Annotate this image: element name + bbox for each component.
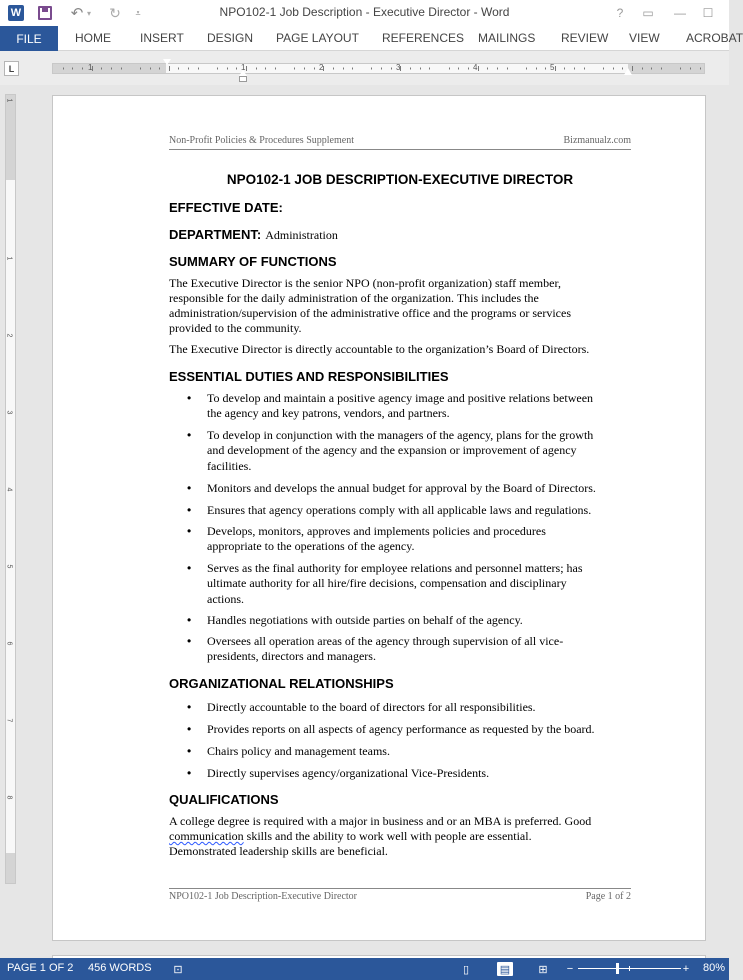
- ruler-number: 3: [5, 410, 13, 415]
- tab-design[interactable]: DESIGN: [207, 31, 254, 45]
- bullet-icon: •: [187, 613, 192, 627]
- tab-mailings[interactable]: MAILINGS: [478, 31, 536, 45]
- tab-selector[interactable]: L: [4, 61, 19, 76]
- horizontal-ruler[interactable]: [52, 63, 705, 74]
- ruler-number: 5: [5, 564, 13, 569]
- summary-heading: SUMMARY OF FUNCTIONS: [169, 254, 337, 269]
- duties-heading: ESSENTIAL DUTIES AND RESPONSIBILITIES: [169, 369, 449, 384]
- list-item: Directly accountable to the board of directors for all responsibilities.: [207, 700, 536, 714]
- text-line: Demonstrated leadership skills are beneficial.: [169, 844, 388, 858]
- ruler-number: 1: [5, 98, 13, 103]
- ribbon-display-options-icon[interactable]: ▭: [642, 6, 654, 20]
- bullet-icon: •: [187, 503, 192, 517]
- list-item: Chairs policy and management teams.: [207, 744, 390, 758]
- effective-date-label: EFFECTIVE DATE:: [169, 200, 283, 215]
- tab-references[interactable]: REFERENCES: [382, 31, 465, 45]
- bullet-icon: •: [187, 766, 192, 780]
- department-line: [169, 227, 338, 243]
- list-item: [207, 428, 631, 474]
- first-line-indent-marker[interactable]: [163, 59, 171, 65]
- ruler-number: 1: [5, 256, 13, 261]
- right-indent-marker[interactable]: [624, 68, 632, 75]
- ruler-top-margin: [6, 95, 15, 180]
- tab-view[interactable]: VIEW: [629, 31, 660, 45]
- maximize-icon[interactable]: ☐: [702, 6, 714, 20]
- ruler-number: 3: [396, 63, 401, 72]
- zoom-slider-thumb[interactable]: [616, 963, 619, 974]
- qualifications-paragraph: [169, 814, 631, 859]
- spelling-flagged-word[interactable]: communication: [169, 829, 244, 843]
- document-page[interactable]: [52, 95, 706, 941]
- bullet-icon: •: [187, 744, 192, 758]
- help-icon[interactable]: ?: [616, 6, 624, 20]
- undo-icon[interactable]: ↶: [70, 5, 84, 22]
- left-indent-marker[interactable]: [239, 76, 247, 82]
- page-footer: [169, 888, 631, 902]
- summary-paragraph-2: The Executive Director is directly accountable to the organization’s Board of Directors.: [169, 342, 590, 356]
- ruler-bottom-margin: [6, 853, 15, 883]
- ruler-number: 4: [473, 63, 478, 72]
- zoom-in-icon[interactable]: +: [682, 963, 690, 975]
- list-item: [207, 524, 631, 555]
- web-layout-icon[interactable]: ⊞: [538, 963, 548, 976]
- ruler-number: 2: [5, 333, 13, 338]
- title-bar: [0, 0, 729, 26]
- footer-left-text: NPO102-1 Job Description-Executive Director: [169, 891, 358, 902]
- page-count[interactable]: PAGE 1 OF 2: [7, 962, 74, 974]
- bullet-icon: •: [187, 391, 192, 405]
- text-line: provided to the community.: [169, 321, 302, 335]
- text-line: Oversees all operation areas of the agency through supervision of all vice-: [207, 634, 564, 648]
- tab-file[interactable]: FILE: [0, 26, 58, 51]
- ruler-number: 8: [5, 795, 13, 800]
- list-item: [207, 561, 631, 607]
- text-line: and development of the agency and the expansion or improvement of agency: [207, 443, 577, 458]
- text-line: presidents, directors and managers.: [207, 649, 376, 664]
- bullet-icon: •: [187, 561, 192, 575]
- bullet-icon: •: [187, 722, 192, 736]
- zoom-out-icon[interactable]: −: [566, 963, 574, 975]
- text-line: actions.: [207, 591, 244, 606]
- tab-review[interactable]: REVIEW: [561, 31, 609, 45]
- text-line: To develop and maintain a positive agency image and positive relations between: [207, 391, 594, 405]
- footer-page-number: Page 1 of 2: [585, 891, 631, 902]
- list-item: [207, 503, 631, 518]
- text-line: A college degree is required with a major in business and or an MBA is preferred. Good: [169, 814, 592, 828]
- customize-qat-icon[interactable]: ⩡: [135, 7, 141, 18]
- header-left-text: Non-Profit Policies & Procedures Supplement: [169, 135, 354, 146]
- tab-home[interactable]: HOME: [75, 31, 111, 45]
- window-title: NPO102-1 Job Description - Executive Director - Word: [219, 5, 510, 19]
- text-line: appropriate to the operations of the agency.: [207, 539, 415, 554]
- ruler-number: 1: [88, 63, 93, 72]
- tab-page-layout[interactable]: PAGE LAYOUT: [276, 31, 359, 45]
- proofing-icon[interactable]: ⊡: [173, 963, 183, 976]
- list-item: Provides reports on all aspects of agency performance as requested by the board.: [207, 722, 595, 736]
- ruler-number: 6: [5, 641, 13, 646]
- text-line: Handles negotiations with outside parties on behalf of the agency.: [207, 613, 523, 627]
- bullet-icon: •: [187, 634, 192, 648]
- qualifications-heading: QUALIFICATIONS: [169, 792, 279, 807]
- ruler-number: 2: [319, 63, 324, 72]
- list-item: [207, 634, 631, 665]
- vertical-ruler[interactable]: [5, 94, 16, 884]
- text-line: the agency and key patrons, vendors, and partners.: [207, 406, 450, 421]
- read-mode-icon[interactable]: ▯: [462, 963, 470, 976]
- bullet-icon: •: [187, 428, 192, 442]
- status-bar: [0, 958, 729, 980]
- word-count[interactable]: 456 WORDS: [88, 962, 152, 974]
- minimize-icon[interactable]: —: [674, 6, 686, 20]
- list-item: [207, 391, 631, 422]
- undo-dropdown-icon[interactable]: ▾: [86, 8, 91, 18]
- ruler-number: 7: [5, 718, 13, 723]
- department-value: Administration: [265, 228, 338, 242]
- redo-icon[interactable]: ↻: [109, 4, 121, 21]
- zoom-slider-center-tick: [629, 966, 630, 971]
- page-header: [169, 134, 631, 150]
- bullet-icon: •: [187, 481, 192, 495]
- ruler-number: 4: [5, 487, 13, 492]
- tab-acrobat[interactable]: ACROBAT: [686, 31, 743, 45]
- text-line: ultimate authority for all hire/fire decisions, compensation and disciplinary: [207, 576, 567, 591]
- ruler-area: [0, 51, 729, 85]
- text-line: To develop in conjunction with the managers of the agency, plans for the growth: [207, 428, 594, 442]
- word-logo-icon[interactable]: W: [8, 5, 24, 21]
- text-line: [169, 829, 631, 844]
- list-item: Directly supervises agency/organizational Vice-Presidents.: [207, 766, 490, 780]
- tab-insert[interactable]: INSERT: [140, 31, 184, 45]
- text-line: Monitors and develops the annual budget for approval by the Board of Directors.: [207, 481, 596, 495]
- department-label: DEPARTMENT:: [169, 227, 262, 242]
- text-line: The Executive Director is the senior NPO (non-profit organization) staff member,: [169, 276, 561, 290]
- summary-paragraph-1: [169, 276, 631, 336]
- zoom-level[interactable]: 80%: [703, 962, 726, 974]
- text-line: responsible for the daily administration of the organization. This includes the: [169, 291, 539, 305]
- bullet-icon: •: [187, 700, 192, 714]
- document-title: NPO102-1 JOB DESCRIPTION-EXECUTIVE DIRECTOR: [226, 172, 574, 187]
- list-item: [207, 481, 631, 496]
- print-layout-icon[interactable]: ▤: [497, 962, 513, 976]
- ruler-number: 1: [241, 63, 246, 72]
- text-line: facilities.: [207, 458, 252, 473]
- ruler-ticks: [53, 64, 704, 73]
- text-line: Ensures that agency operations comply with all applicable laws and regulations.: [207, 503, 592, 517]
- list-item: [207, 613, 631, 628]
- header-right-text: Bizmanualz.com: [563, 135, 631, 146]
- ruler-number: 5: [550, 63, 555, 72]
- ribbon-tabs: [0, 26, 743, 51]
- bullet-icon: •: [187, 524, 192, 538]
- text-line: Develops, monitors, approves and implements policies and procedures: [207, 524, 546, 538]
- text-line: Serves as the final authority for employee relations and personnel matters; has: [207, 561, 583, 575]
- relationships-heading: ORGANIZATIONAL RELATIONSHIPS: [169, 676, 394, 691]
- text-line: administration/supervision of the administrative office and the programs or services: [169, 306, 572, 320]
- text-fragment: skills and the ability to work well with people are essential.: [243, 829, 532, 843]
